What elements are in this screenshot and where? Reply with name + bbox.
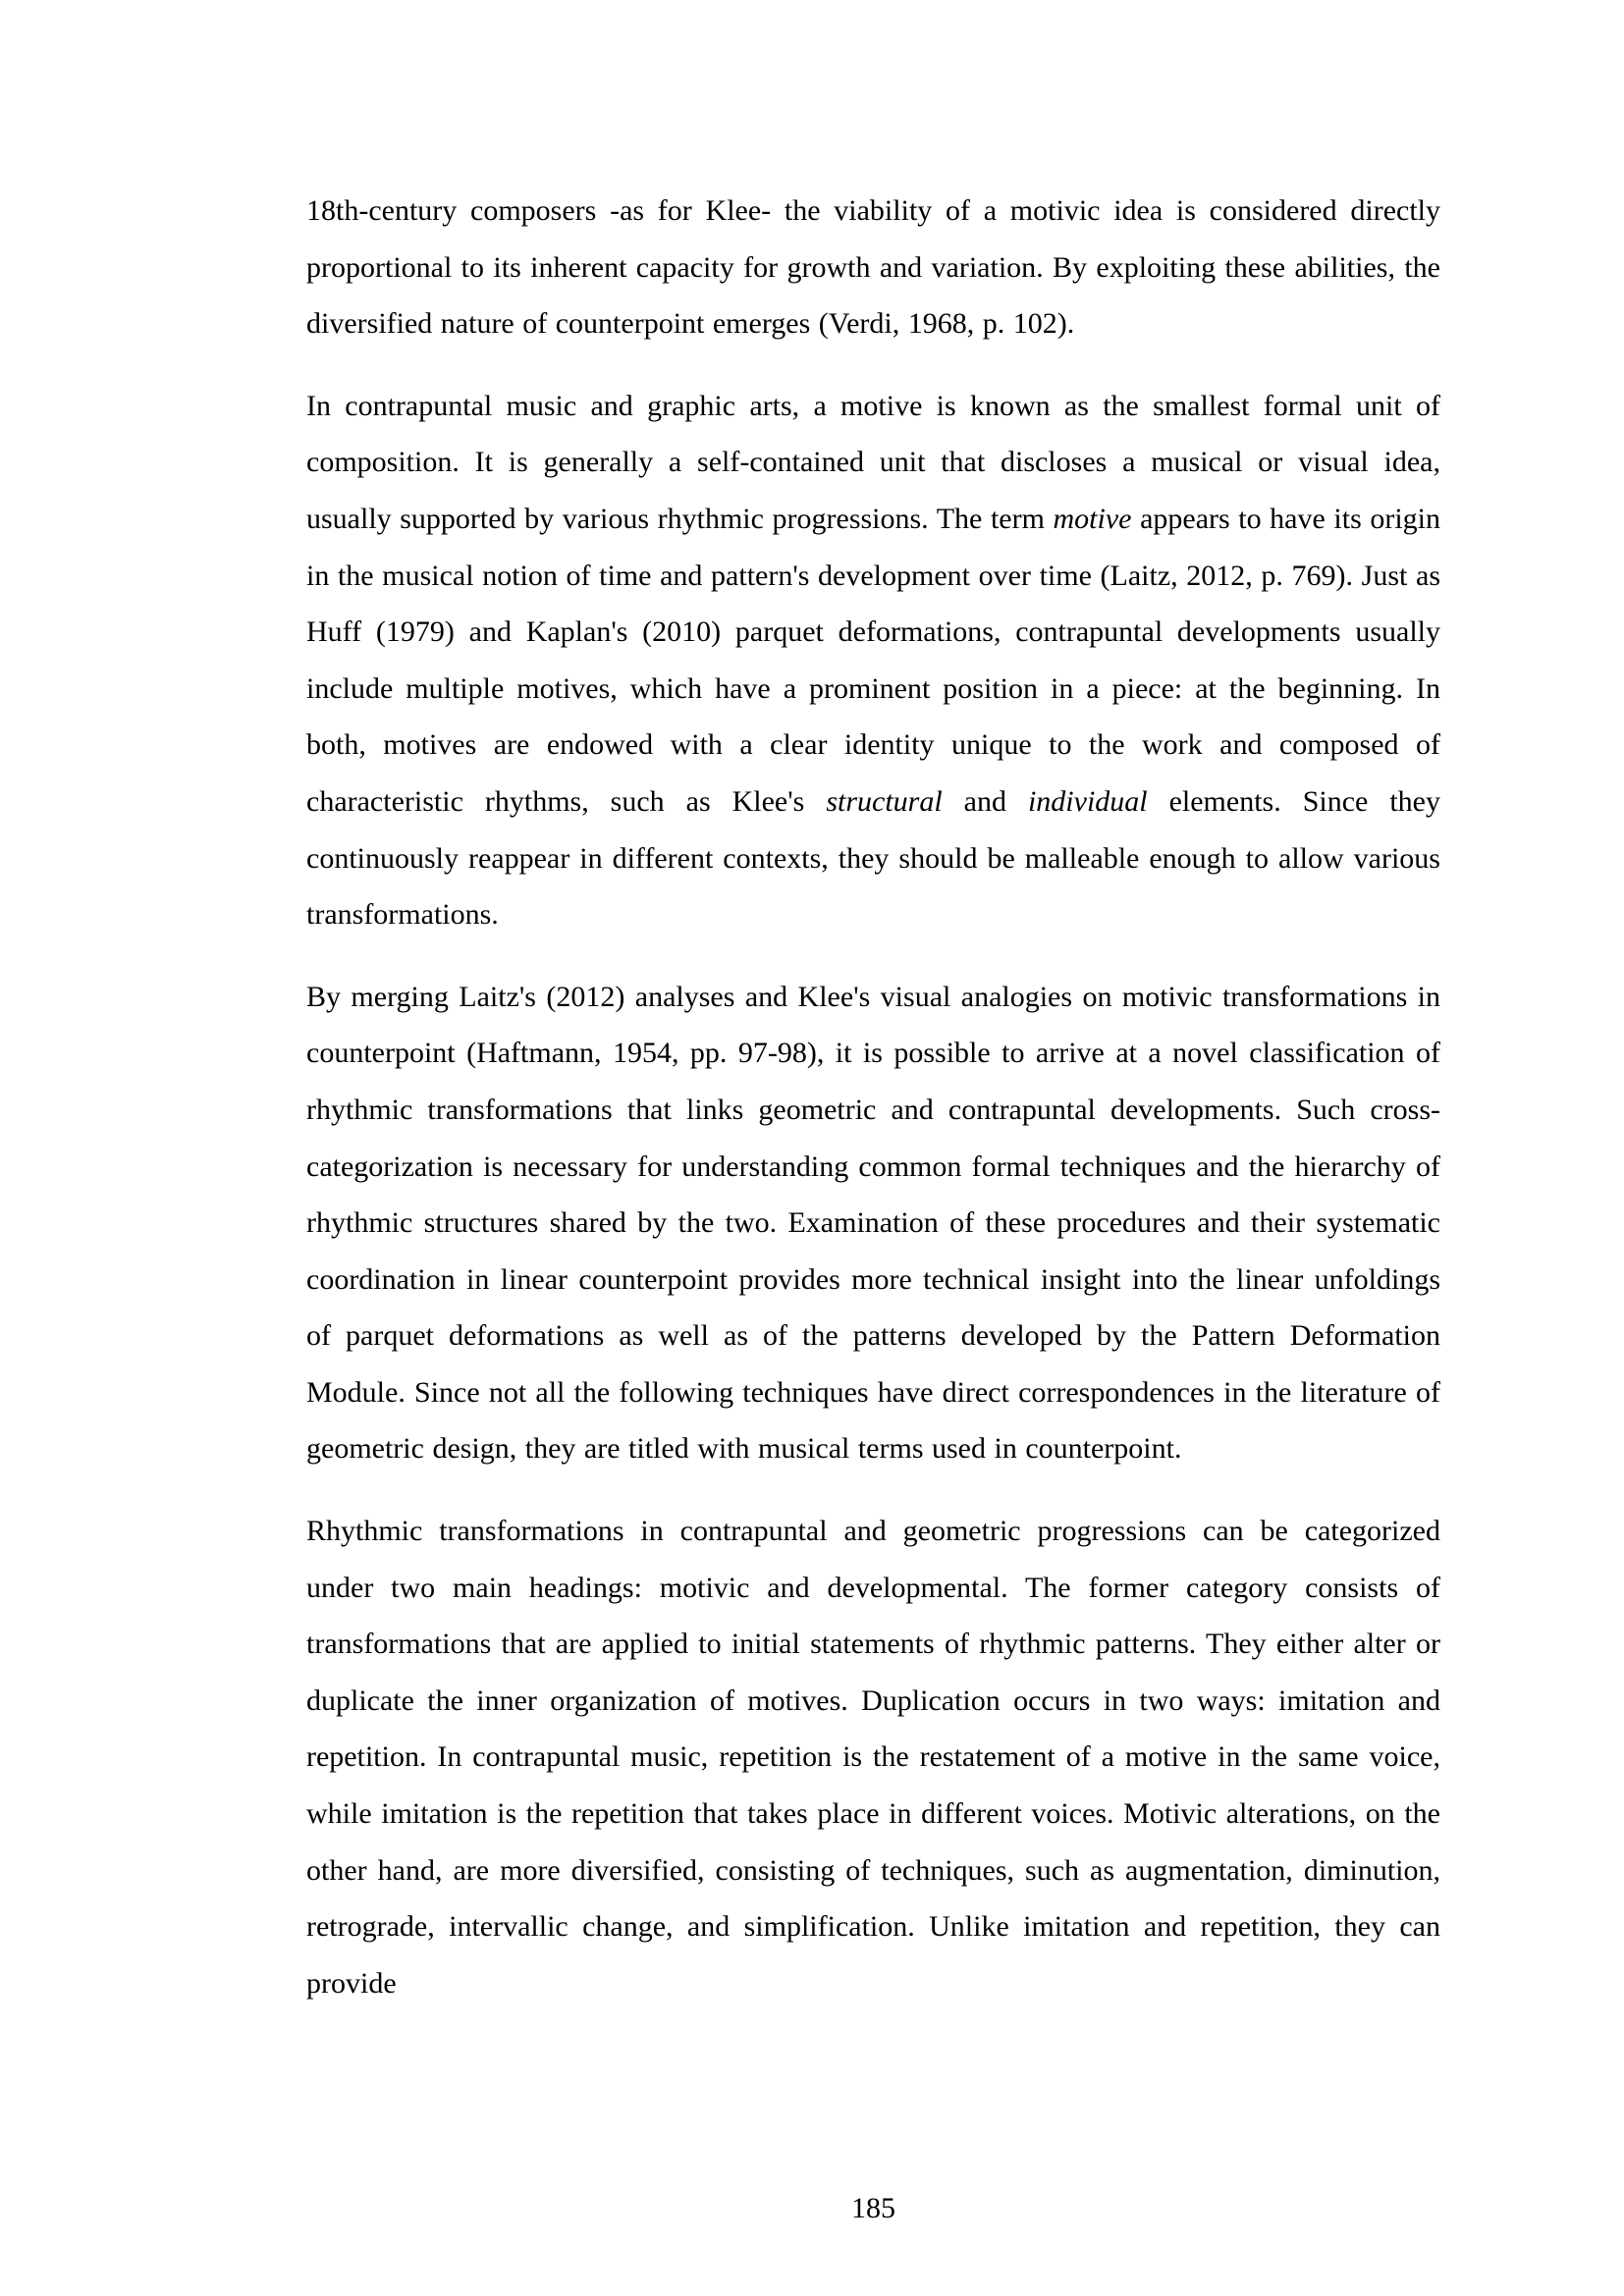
text-segment: By merging Laitz's (2012) analyses and Klee's visual analogies on motivic transformations in counterpoint (Haftmann, 1954, pp. 97-98), it is possible to arrive at a novel classification of rhythmic transformations that links geometric and contrapuntal developments. Such cross-categorization is necessary for understanding common formal techniques and the hierarchy of rhythmic structures shared by the two. Examination of these procedures and their systematic coordination in linear counterpoint provides more technical insight into the linear unfoldings of parquet deformations as well as of the patterns developed by the Pattern Deformation Module. Since not all the following techniques have direct correspondences in the literature of geometric design, they are titled with musical terms used in counterpoint. (306, 980, 1440, 1466)
text-segment: elements. Since they continuously reappear in different contexts, they should be malleable enough to allow various transformations. (306, 784, 1440, 932)
text-segment: 18th-century composers -as for Klee- the viability of a motivic idea is considered directly proportional to its inherent capacity for growth and variation. By exploiting these abilities, the diversified nature of counterpoint emerges (Verdi, 1968, p. 102). (306, 194, 1440, 341)
text-segment: and (942, 784, 1028, 818)
paragraph (306, 183, 1440, 352)
italic-text-segment: structural (826, 784, 943, 818)
text-segment: In contrapuntal music and graphic arts, a motive is known as the smallest formal unit of composition. It is generally a self-contained unit that discloses a musical or visual idea, usually supported by various rhythmic progressions. The term (306, 389, 1440, 535)
text-segment: Rhythmic transformations in contrapuntal and geometric progressions can be categorized under two main headings: motivic and developmental. The former category consists of transformations that are applied to initial statements of rhythmic patterns. They either alter or duplicate the inner organization of motives. Duplication occurs in two ways: imitation and repetition. In contrapuntal music, repetition is the restatement of a motive in the same voice, while imitation is the repetition that takes place in different voices. Motivic alterations, on the other hand, are more diversified, consisting of techniques, such as augmentation, diminution, retrograde, intervallic change, and simplification. Unlike imitation and repetition, they can provide (306, 1515, 1440, 2000)
italic-text-segment: individual (1027, 784, 1148, 818)
page-body (306, 183, 1440, 2037)
paragraph (306, 1503, 1440, 2011)
paragraph (306, 969, 1440, 1477)
page-number: 185 (851, 2192, 895, 2224)
text-segment: appears to have its origin in the musical notion of time and pattern's development over time (Laitz, 2012, p. 769). Just as Huff (1979) and Kaplan's (2010) parquet deformations, contrapuntal developments usually include multiple motives, which have a prominent position in a piece: at the beginning. In both, motives are endowed with a clear identity unique to the work and composed of characteristic rhythms, such as Klee's (306, 502, 1440, 818)
italic-text-segment: motive (1053, 502, 1132, 535)
paragraph (306, 378, 1440, 943)
